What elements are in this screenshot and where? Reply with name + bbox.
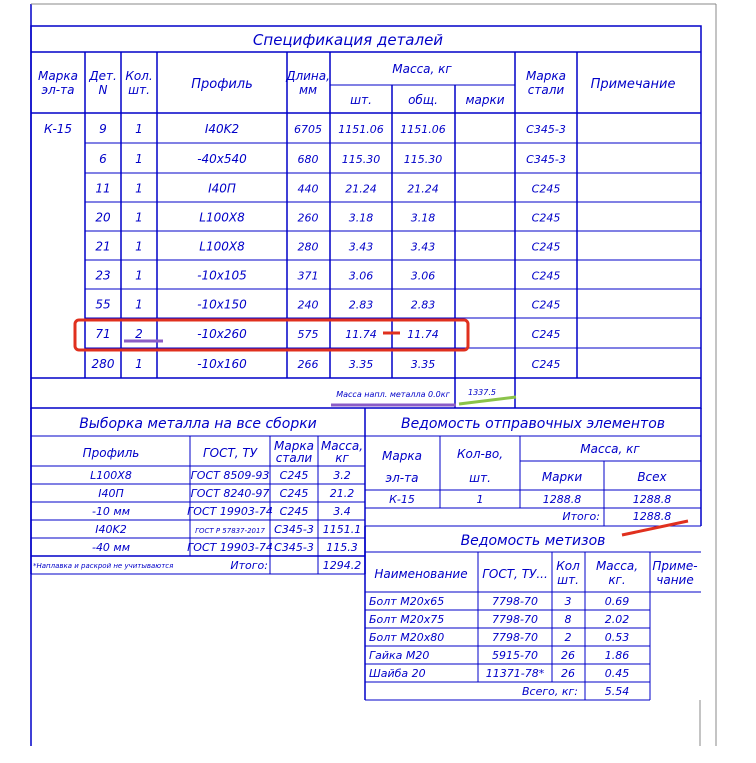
hardware-header [374,559,697,587]
spec-steel: С245 [531,298,561,312]
hdr-steel-1: Марка [526,69,566,83]
spec-mass-total: 3.35 [410,358,436,371]
spec-mass-unit: 2.83 [348,298,374,312]
spec-det: 20 [95,210,111,225]
spec-mass-unit: 11.74 [345,328,377,341]
hardware-total-label: Всего, кг: [522,685,578,698]
spec-steel: С245 [531,182,561,196]
spec-mass-unit: 3.06 [348,269,374,283]
sel-profile: I40П [98,487,124,500]
hardware-rows [369,595,629,680]
sel-gost: ГОСТ 8509-93 [190,469,270,482]
spec-det: 280 [91,357,115,371]
hdr-mass-mark: марки [465,93,505,107]
spec-profile: -10x260 [197,327,247,341]
spec-mass-total: 2.83 [410,298,436,312]
ship-hdr-qty-2: шт. [469,471,491,485]
ship-qty: 1 [476,493,484,506]
sel-mass: 3.4 [333,505,351,518]
spec-steel: С245 [531,328,561,341]
spec-length: 240 [297,298,319,312]
hw-hdr-note-2: чание [656,573,694,587]
ship-hdr-mark-1: Марка [382,449,422,463]
hw-name: Болт М20х80 [369,631,445,644]
red-underline-shipping [622,521,688,535]
hdr-length-1: Длина, [286,69,330,83]
selection-rows [90,469,361,554]
selection-note: *Наплавка и раскрой не учитываются [33,562,174,570]
hw-qty: 3 [564,595,572,608]
spec-mass-unit: 115.30 [341,153,381,166]
hdr-mass-unit: шт. [350,93,372,107]
sel-hdr-gost: ГОСТ, ТУ [202,446,258,460]
ship-hdr-mass-all: Всех [637,470,667,484]
spec-qty: 1 [135,357,143,371]
hdr-mark-1: Марка [38,69,78,83]
hdr-det-2: N [98,83,108,97]
spec-mass-unit: 3.35 [348,358,374,371]
hw-name: Болт М20х65 [369,595,445,608]
spec-length: 260 [297,211,319,225]
hdr-steel-2: стали [527,83,565,97]
hw-mass: 0.53 [604,631,630,644]
spec-det: 21 [95,239,111,254]
sel-gost: ГОСТ 19903-74 [187,505,273,518]
green-underline-total [459,397,516,404]
hw-hdr-mass-1: Масса, [595,559,639,573]
spec-length: 280 [297,240,319,254]
shipping-total: 1288.8 [632,510,672,523]
ship-mass-mark: 1288.8 [542,493,582,506]
spec-steel: С245 [531,211,561,225]
hw-gost: 11371-78* [485,667,545,680]
spec-mass-total: 3.06 [410,269,436,283]
hw-hdr-note-1: Приме- [652,559,698,573]
spec-steel: С345-3 [526,123,566,136]
hw-gost: 7798-70 [492,613,538,626]
sel-steel: С245 [279,469,309,482]
hdr-qty-1: Кол. [125,69,153,83]
shipping-total-label: Итого: [562,510,600,523]
spec-rows [92,122,566,371]
selection-header [83,439,363,465]
hw-mass: 0.45 [604,667,630,680]
spec-profile: I40K2 [204,122,240,136]
spec-title: Спецификация деталей [252,31,444,49]
sel-profile: I40K2 [95,523,127,536]
hdr-mass-total: общ. [408,93,438,107]
sel-mass: 115.3 [326,541,358,554]
spec-qty: 1 [135,122,143,136]
spec-length: 6705 [294,123,322,136]
spec-det: 6 [99,152,107,166]
sel-steel: С345-3 [274,523,314,536]
sel-hdr-steel-2: стали [275,451,313,465]
hdr-mass: Масса, кг [392,62,452,76]
spec-qty: 1 [135,152,143,166]
weld-mass-label: Масса напл. металла 0.0кг [336,390,450,399]
hdr-qty-2: шт. [128,83,150,97]
spec-steel: С245 [531,240,561,254]
ship-hdr-qty-1: Кол-во, [456,447,504,461]
hdr-length-2: мм [298,83,318,97]
spec-length: 371 [297,269,319,283]
spec-det: 71 [95,327,111,341]
spec-mass-total: 21.24 [407,182,439,196]
hw-name: Гайка М20 [369,649,430,662]
spec-qty: 1 [135,210,143,225]
sel-gost: ГОСТ 19903-74 [187,541,273,554]
spec-det: 11 [95,181,111,196]
spec-steel: С245 [531,358,561,371]
spec-length: 266 [297,358,319,371]
sel-mass: 21.2 [329,487,355,500]
spec-qty: 1 [135,297,143,312]
selection-total: 1294.2 [322,559,362,572]
spec-profile: -10x105 [197,268,247,283]
spec-profile: L100X8 [199,239,245,254]
spec-profile: -40x540 [197,152,247,166]
spec-length: 680 [297,153,319,166]
sel-hdr-profile: Профиль [82,446,140,460]
ship-mark: К-15 [389,493,415,506]
ship-mass-all: 1288.8 [632,493,672,506]
spec-steel: С345-3 [526,153,566,166]
spec-qty: 2 [135,327,143,341]
spec-profile: -10x150 [197,297,247,312]
sel-hdr-steel-1: Марка [274,439,314,453]
spec-det: 23 [95,268,111,283]
spec-mass-unit: 3.43 [348,240,374,254]
spec-qty: 1 [135,268,143,283]
spec-profile: -10x160 [197,357,247,371]
spec-mass-unit: 21.24 [345,182,377,196]
spec-mass-total: 1151.06 [400,123,446,136]
hw-qty: 2 [564,631,572,644]
hw-gost: 5915-70 [492,649,538,662]
weld-total: 1337.5 [468,388,496,397]
hw-hdr-mass-2: кг. [608,573,626,587]
sel-profile: L100X8 [90,469,132,482]
spec-qty: 1 [135,239,143,254]
sel-hdr-mass-1: Масса, [320,439,364,453]
hw-hdr-qty-2: шт. [557,573,579,587]
spec-profile: L100X8 [199,210,245,225]
hw-hdr-qty-1: Кол [556,559,580,573]
hdr-mark-2: эл-та [41,83,75,97]
hdr-note: Примечание [590,77,676,92]
spec-det: 55 [95,297,111,312]
sel-hdr-mass-2: кг [335,451,349,465]
hw-qty: 26 [561,667,575,680]
sel-mass: 1151.1 [322,523,362,536]
hardware-total: 5.54 [604,685,630,698]
hw-name: Болт М20х75 [369,613,445,626]
selection-total-label: Итого: [230,559,268,572]
hardware-title: Ведомость метизов [460,533,606,549]
spec-steel: С245 [531,269,561,283]
spec-length: 575 [297,328,319,341]
sel-mass: 3.2 [333,469,351,482]
spec-qty: 1 [135,181,143,196]
sel-steel: С345-3 [274,541,314,554]
spec-mass-total: 115.30 [403,153,443,166]
hw-mass: 0.69 [604,595,630,608]
spec-mass-unit: 1151.06 [338,123,384,136]
hw-hdr-gost: ГОСТ, ТУ... [482,567,548,581]
element-mark: К-15 [43,122,73,136]
spec-mass-unit: 3.18 [348,211,374,225]
selection-title: Выборка металла на все сборки [79,416,317,432]
shipping-title: Ведомость отправочных элементов [400,416,666,432]
hw-mass: 2.02 [604,613,630,626]
shipping-header [382,442,668,485]
ship-hdr-mark-2: эл-та [385,471,419,485]
sel-gost: ГОСТ 8240-97 [190,487,270,500]
hdr-profile: Профиль [191,77,253,92]
hw-mass: 1.86 [604,649,630,662]
sel-profile: -10 мм [91,505,131,518]
spec-profile: I40П [208,181,236,196]
hw-hdr-name: Наименование [374,567,468,581]
hw-qty: 26 [561,649,575,662]
ship-hdr-mass-mark: Марки [541,470,583,484]
spec-mass-total: 3.43 [410,240,436,254]
hw-gost: 7798-70 [492,595,538,608]
hw-qty: 8 [564,613,572,626]
spec-length: 440 [297,182,319,196]
spec-det: 9 [99,122,107,136]
spec-mass-total: 3.18 [410,211,436,225]
spec-mass-total: 11.74 [407,328,439,341]
sel-gost: ГОСТ Р 57837-2017 [195,527,265,535]
sel-steel: С245 [279,505,309,518]
sel-steel: С245 [279,487,309,500]
sel-profile: -40 мм [91,541,131,554]
hw-gost: 7798-70 [492,631,538,644]
hw-name: Шайба 20 [369,667,426,680]
shipping-rows [389,493,671,506]
hdr-det-1: Дет. [89,69,117,83]
ship-hdr-mass: Масса, кг [580,442,640,456]
